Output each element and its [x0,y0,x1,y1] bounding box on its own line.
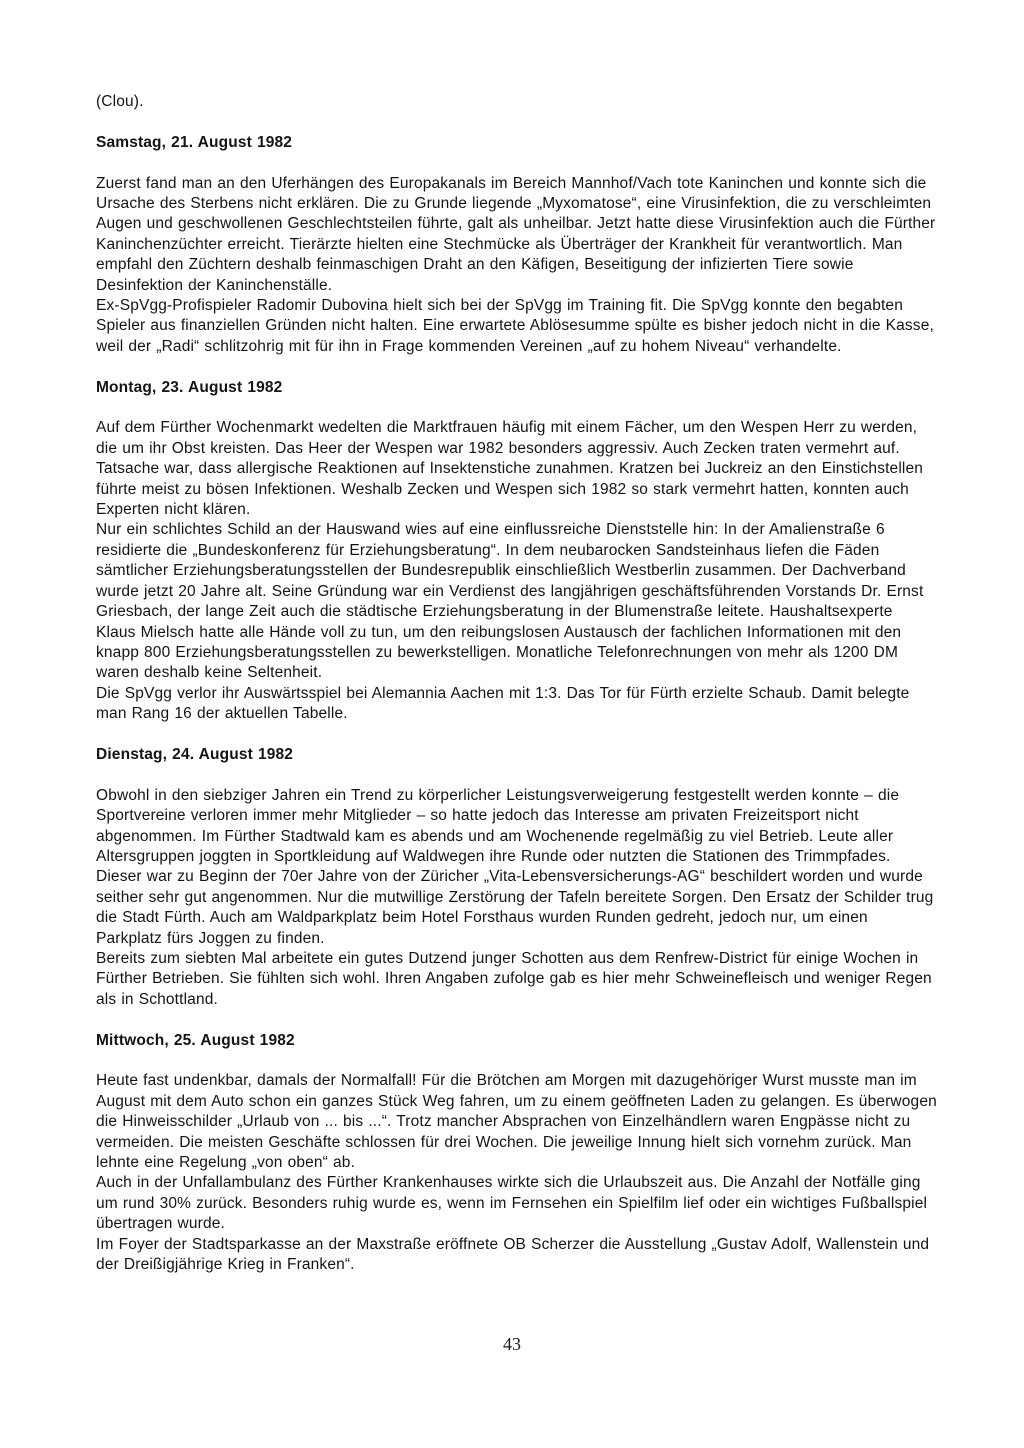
section-montag-23-august-1982 [96,378,937,725]
intro-line: (Clou). [96,93,144,110]
paragraph: Die SpVgg verlor ihr Auswärtsspiel bei Alemannia Aachen mit 1:3. Das Tor für Fürth erzielte Schaub. Damit belegte man Rang 16 der aktuellen Tabelle. [96,684,910,723]
paragraph: Heute fast undenkbar, damals der Normalfall! Für die Brötchen am Morgen mit dazugehöriger Wurst musste man im August mit dem Auto schon ein ganzes Stück Weg fahren, um zu einem geöffneten Laden zu gelangen. Es überwogen die Hinweisschilder „Urlaub von ... bis ...“. Trotz mancher Absprachen von Einzelhändlern waren Engpässe nicht zu vermeiden. Die meisten Geschäfte schlossen für drei Wochen. Die jeweilige Innung hielt sich vornehm zurück. Man lehnte eine Regelung „von oben“ ab. [96,1072,937,1171]
paragraph: Zuerst fand man an den Uferhängen des Europakanals im Bereich Mannhof/Vach tote Kaninchen und konnte sich die Ursache des Sterbens nicht erklären. Die zu Grunde liegende „Myxomatose“, eine Virusinfektion, die zu verschleimten Augen und geschwollenen Geschlechtsteilen führte, galt als unheilbar. Jetzt hatte diese Virusinfektion auch die Fürther Kaninchenzüchter erreicht. Tierärzte hielten eine Stechmücke als Überträger der Krankheit für verantwortlich. Man empfahl den Züchtern deshalb feinmaschigen Draht an den Käfigen, Beseitigung der infizierten Tiere sowie Desinfektion der Kaninchenställe. [96,174,936,294]
paragraph: Auf dem Fürther Wochenmarkt wedelten die Marktfrauen häufig mit einem Fächer, um den Wespen Herr zu werden, die um ihr Obst kreisten. Das Heer der Wespen war 1982 besonders aggressiv. Auch Zecken traten vermehrt auf. Tatsache war, dass allergische Reaktionen auf Insektenstiche zunahmen. Kratzen bei Juckreiz an den Einstichstellen führte meist zu bösen Infektionen. Weshalb Zecken und Wespen sich 1982 so stark vermehrt hatten, konnten auch Experten nicht klären. [96,419,924,519]
paragraph: Im Foyer der Stadtsparkasse an der Maxstraße eröffnete OB Scherzer die Ausstellung „Gustav Adolf, Wallenstein und der Dreißigjährige Krieg in Franken“. [96,1235,930,1274]
section-samstag-21-august-1982 [96,133,937,357]
paragraph: Obwohl in den siebziger Jahren ein Trend zu körperlicher Leistungsverweigerung festgestellt werden konnte – die Sportvereine verloren immer mehr Mitglieder – so hatte jedoch das Interesse am privaten Freizeitsport nicht abgenommen. Im Fürther Stadtwald kam es abends und am Wochenende regelmäßig zu viel Betrieb. Leute aller Altersgruppen joggten in Sportkleidung auf Waldwegen ihre Runde oder nutzten die Stationen des Trimmpfades. Dieser war zu Beginn der 70er Jahre von der Züricher „Vita-Lebensversicherungs-AG“ beschildert worden und wurde seither sehr gut angenommen. Nur die mutwillige Zerstörung der Tafeln bereitete Sorgen. Den Ersatz der Schilder trug die Stadt Fürth. Auch am Waldparkplatz beim Hotel Forsthaus wurden Runden gedreht, jedoch nur, um einen Parkplatz fürs Joggen zu finden. [96,786,934,947]
section-mittwoch-25-august-1982 [96,1031,937,1276]
paragraph: Nur ein schlichtes Schild an der Hauswand wies auf eine einflussreiche Dienststelle hin: In der Amalienstraße 6 residierte die „Bundeskonferenz für Erziehungsberatung“. In dem neubarocken Sandsteinhaus liefen die Fäden sämtlicher Erziehungsberatungsstellen der Bundesrepublik einschließlich Westberlin zusammen. Der Dachverband wurde jetzt 20 Jahre alt. Seine Gründung war ein Verdienst des langjährigen geschäftsführenden Vorstands Dr. Ernst Griesbach, der lange Zeit auch die städtische Erziehungsberatung in der Blumenstraße leitete. Haushaltsexperte Klaus Mielsch hatte alle Hände voll zu tun, um den reibungslosen Austausch der fachlichen Informationen mit den knapp 800 Erziehungsberatungsstellen zu bewerkstelligen. Monatliche Telefonrechnungen von mehr als 1200 DM waren deshalb keine Seltenheit. [96,521,924,682]
document-content [96,92,937,1275]
page-number: 43 [503,1334,521,1354]
section-heading: Mittwoch, 25. August 1982 [96,1031,295,1049]
paragraph: Bereits zum siebten Mal arbeitete ein gutes Dutzend junger Schotten aus dem Renfrew-District für einige Wochen in Fürther Betrieben. Sie fühlten sich wohl. Ihren Angaben zufolge gab es hier mehr Schweinefleisch und weniger Regen als in Schottland. [96,949,932,1008]
paragraph: Auch in der Unfallambulanz des Fürther Krankenhauses wirkte sich die Urlaubszeit aus. Die Anzahl der Notfälle ging um rund 30% zurück. Besonders ruhig wurde es, wenn im Fernsehen ein Spielfilm lief oder ein wichtiges Fußballspiel übertragen wurde. [96,1174,928,1233]
section-heading: Montag, 23. August 1982 [96,378,283,396]
section-heading: Dienstag, 24. August 1982 [96,745,294,763]
section-dienstag-24-august-1982 [96,745,937,1010]
section-heading: Samstag, 21. August 1982 [96,133,293,151]
paragraph: Ex-SpVgg-Profispieler Radomir Dubovina hielt sich bei der SpVgg im Training fit. Die SpVgg konnte den begabten Spieler aus finanziellen Gründen nicht halten. Eine erwartete Ablösesumme spülte es bisher jedoch nicht in die Kasse, weil der „Radi“ schlitzohrig mit für ihn in Frage kommenden Vereinen „auf zu hohem Niveau“ verhandelte. [96,297,934,355]
